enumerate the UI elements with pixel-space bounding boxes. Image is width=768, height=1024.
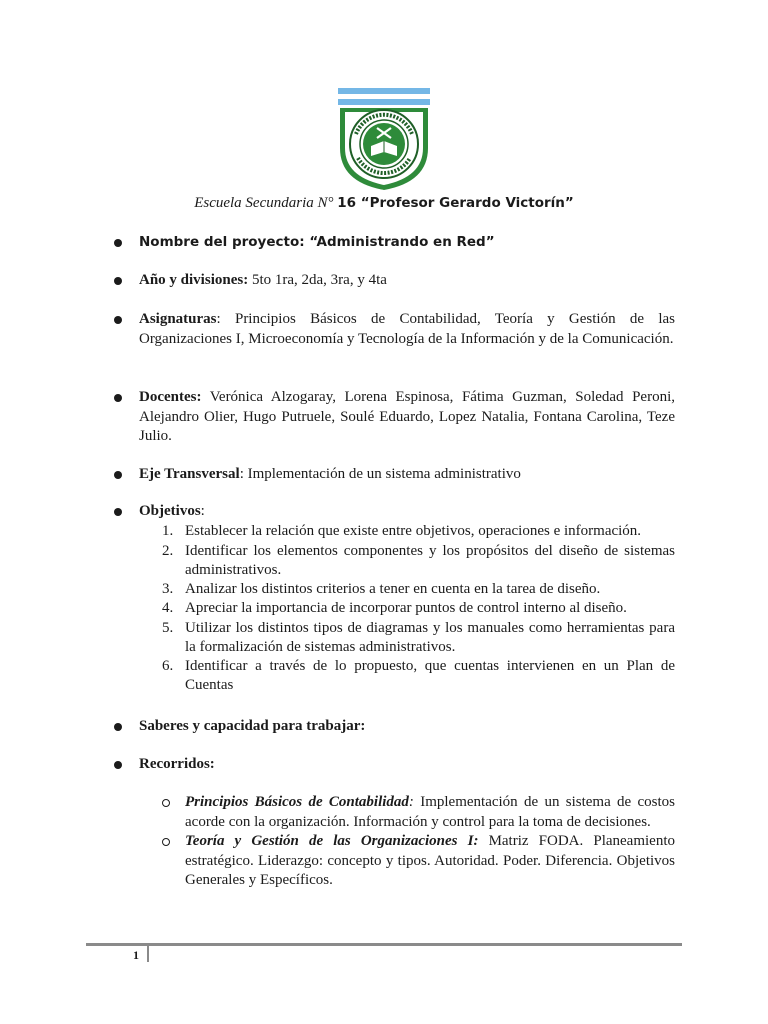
objective-item: Identificar a través de lo propuesto, que cuentas intervienen en un Plan de Cuentas <box>185 658 675 693</box>
objective-item: Identificar los elementos componentes y los propósitos del diseño de sistemas administrativos. <box>185 543 675 578</box>
title-name: 16 “Profesor Gerardo Victorín” <box>337 195 574 211</box>
item-saberes <box>139 717 675 737</box>
objective-number: 5. <box>162 620 174 636</box>
flag-stripe-top <box>338 88 430 94</box>
flag-stripe-white <box>338 94 430 99</box>
bullet-dot <box>114 723 122 731</box>
bullet-dot <box>114 277 122 285</box>
recorrido-text: Matriz FODA. Planeamiento estratégico. Liderazgo: concepto y tipos. Autoridad. Poder. Diferencia. Objetivos Generales y Específicos. <box>185 833 675 888</box>
circle-bullet <box>162 838 170 846</box>
bullet-dot <box>114 316 122 324</box>
anio-value: 5to 1ra, 2da, 3ra, y 4ta <box>248 272 387 288</box>
item-recorridos <box>139 755 675 775</box>
page-title <box>0 194 768 212</box>
bullet-dot <box>114 508 122 516</box>
objective-item: Analizar los distintos criterios a tener en cuenta en la tarea de diseño. <box>185 581 601 597</box>
footer-rule <box>86 943 682 946</box>
recorridos-label: Recorridos: <box>139 756 215 772</box>
objective-number: 6. <box>162 658 174 674</box>
item-eje <box>139 465 675 485</box>
objetivos-colon: : <box>200 503 205 519</box>
proyecto-value: “Administrando en Red” <box>309 234 495 250</box>
objective-number: 2. <box>162 543 174 559</box>
objective-number: 1. <box>162 523 174 539</box>
eje-value: : Implementación de un sistema administrativo <box>239 466 521 482</box>
recorrido-subject: Principios Básicos de Contabilidad <box>185 794 409 810</box>
item-asignaturas <box>139 310 675 349</box>
footer-divider <box>147 946 149 962</box>
objective-number: 3. <box>162 581 174 597</box>
recorrido-item <box>185 793 675 832</box>
circle-bullet <box>162 799 170 807</box>
recorrido-sep: : <box>408 794 414 810</box>
bullet-dot <box>114 471 122 479</box>
proyecto-label: Nombre del proyecto: <box>139 234 310 250</box>
recorrido-subject: Teoría y Gestión de las Organizaciones I <box>185 833 474 849</box>
objective-number: 4. <box>162 600 174 616</box>
recorrido-sep: : <box>473 833 479 849</box>
objective-item: Apreciar la importancia de incorporar puntos de control interno al diseño. <box>185 600 627 616</box>
asignaturas-label: Asignaturas <box>139 311 217 327</box>
asignaturas-value: : Principios Básicos de Contabilidad, Teoría y Gestión de las Organizaciones I, Microeconomía y Tecnología de la Información y de la Comunicación. <box>139 311 675 347</box>
docentes-label: Docentes: <box>139 389 202 405</box>
objective-item: Establecer la relación que existe entre objetivos, operaciones e información. <box>185 523 642 539</box>
item-objetivos <box>139 502 675 522</box>
objective-item: Utilizar los distintos tipos de diagramas y los manuales como herramientas para la formalización de sistemas administrativos. <box>185 620 675 655</box>
bullet-dot <box>114 394 122 402</box>
saberes-label: Saberes y capacidad para trabajar: <box>139 718 366 734</box>
bullet-dot <box>114 761 122 769</box>
item-proyecto <box>139 233 675 253</box>
anio-label: Año y divisiones: <box>139 272 249 288</box>
recorrido-item <box>185 832 675 891</box>
recorrido-text: Implementación de un sistema de costos acorde con la organización. Información y control para la toma de decisiones. <box>185 794 675 830</box>
objetivos-label: Objetivos <box>139 503 201 519</box>
item-anio <box>139 271 675 291</box>
item-docentes <box>139 388 675 447</box>
flag-stripe-bottom <box>338 99 430 105</box>
eje-label: Eje Transversal <box>139 466 240 482</box>
title-school: Escuela Secundaria N° <box>194 195 338 211</box>
docentes-value: Verónica Alzogaray, Lorena Espinosa, Fátima Guzman, Soledad Peroni, Alejandro Olier, Hugo Putruele, Soulé Eduardo, Lopez Natalia, Fontana Carolina, Teze Julio. <box>139 389 675 444</box>
page-number: 1 <box>133 948 139 962</box>
school-crest-icon <box>334 86 434 192</box>
bullet-dot <box>114 239 122 247</box>
